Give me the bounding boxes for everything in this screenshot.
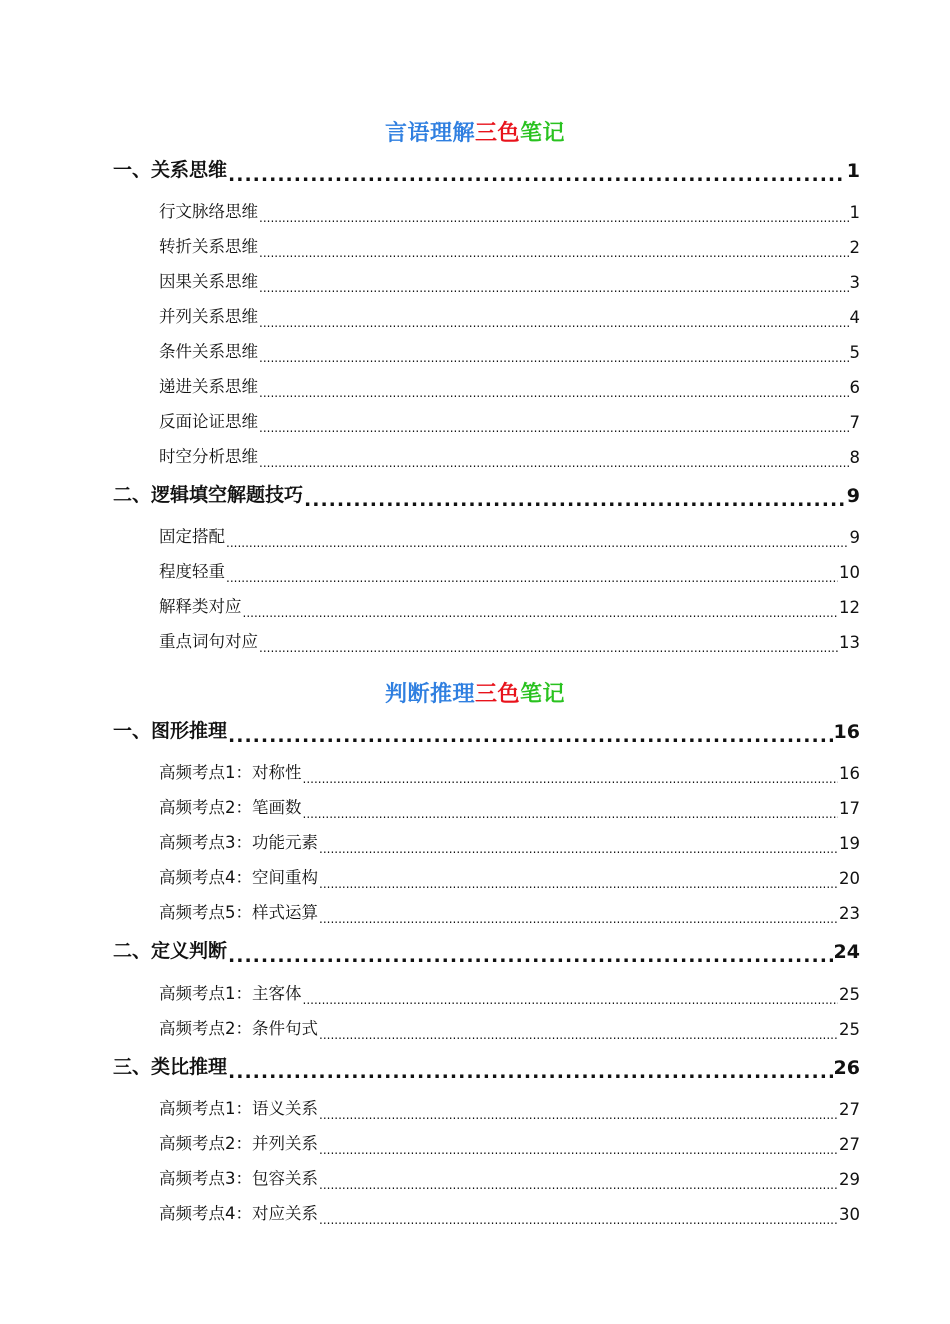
title-part-blue: 言语理解: [384, 121, 475, 146]
item-page: 17: [839, 799, 860, 818]
chapter-label: 三、类比推理: [113, 1056, 228, 1078]
toc-chapter[interactable]: [113, 156, 860, 182]
item-label: 高频考点1：对称性: [159, 763, 302, 782]
leader-dots: [259, 241, 849, 258]
item-page: 20: [839, 869, 860, 888]
title-part-blue: 判断推理: [384, 682, 475, 707]
leader-dots: [304, 488, 846, 507]
toc-chapter[interactable]: [113, 717, 860, 743]
leader-dots: [303, 802, 839, 819]
item-page: 29: [839, 1170, 860, 1189]
title-part-red: 三色: [474, 682, 520, 707]
toc-item[interactable]: [159, 980, 860, 1004]
item-page: 27: [839, 1100, 860, 1119]
title-part-green: 笔记: [520, 121, 566, 146]
leader-dots: [228, 163, 846, 182]
item-page: 9: [849, 528, 860, 547]
toc-item[interactable]: [159, 829, 860, 853]
toc-item[interactable]: [159, 338, 860, 362]
toc-item[interactable]: [159, 1200, 860, 1224]
leader-dots: [319, 1208, 838, 1225]
title-part-red: 三色: [474, 121, 520, 146]
leader-dots: [319, 1173, 838, 1190]
item-label: 高频考点2：并列关系: [159, 1134, 318, 1153]
item-page: 19: [839, 834, 860, 853]
toc-item[interactable]: [159, 443, 860, 467]
toc-item[interactable]: [159, 1130, 860, 1154]
leader-dots: [259, 636, 838, 653]
chapter-page: 26: [833, 1057, 860, 1079]
chapter-page: 16: [833, 721, 860, 743]
title-part-green: 笔记: [520, 682, 566, 707]
leader-dots: [259, 206, 849, 223]
leader-dots: [259, 311, 849, 328]
item-page: 8: [849, 448, 860, 467]
item-label: 程度轻重: [159, 562, 225, 581]
leader-dots: [319, 1138, 838, 1155]
item-label: 时空分析思维: [159, 447, 258, 466]
toc-item[interactable]: [159, 233, 860, 257]
item-page: 27: [839, 1135, 860, 1154]
item-page: 23: [839, 904, 860, 923]
leader-dots: [226, 531, 849, 548]
chapter-label: 二、定义判断: [113, 940, 228, 962]
leader-dots: [226, 566, 838, 583]
item-page: 4: [849, 308, 860, 327]
item-page: 6: [849, 378, 860, 397]
toc-item[interactable]: [159, 523, 860, 547]
leader-dots: [319, 1103, 838, 1120]
leader-dots: [319, 907, 838, 924]
toc-item[interactable]: [159, 628, 860, 652]
leader-dots: [259, 416, 849, 433]
toc-chapter[interactable]: [113, 1053, 860, 1079]
item-label: 高频考点1：主客体: [159, 984, 302, 1003]
item-label: 递进关系思维: [159, 377, 258, 396]
item-page: 16: [839, 764, 860, 783]
item-label: 行文脉络思维: [159, 202, 258, 221]
item-label: 并列关系思维: [159, 307, 258, 326]
item-label: 因果关系思维: [159, 272, 258, 291]
item-page: 1: [849, 203, 860, 222]
item-label: 高频考点5：样式运算: [159, 903, 318, 922]
item-label: 高频考点1：语义关系: [159, 1099, 318, 1118]
leader-dots: [303, 767, 839, 784]
item-page: 10: [839, 563, 860, 582]
item-label: 高频考点2：条件句式: [159, 1019, 318, 1038]
leader-dots: [228, 1060, 833, 1079]
chapter-label: 一、关系思维: [113, 159, 228, 181]
toc-chapter[interactable]: [113, 481, 860, 507]
toc-item[interactable]: [159, 558, 860, 582]
item-page: 3: [849, 273, 860, 292]
item-page: 25: [839, 985, 860, 1004]
toc-item[interactable]: [159, 1095, 860, 1119]
leader-dots: [259, 346, 849, 363]
chapter-page: 24: [833, 941, 860, 963]
item-page: 2: [849, 238, 860, 257]
item-label: 高频考点2：笔画数: [159, 798, 302, 817]
toc-item[interactable]: [159, 899, 860, 923]
section-title-verbal: [0, 116, 950, 147]
item-page: 7: [849, 413, 860, 432]
item-label: 高频考点3：功能元素: [159, 833, 318, 852]
item-label: 高频考点3：包容关系: [159, 1169, 318, 1188]
item-label: 转折关系思维: [159, 237, 258, 256]
chapter-page: 1: [846, 160, 860, 182]
chapter-label: 二、逻辑填空解题技巧: [113, 484, 304, 506]
item-label: 重点词句对应: [159, 632, 258, 651]
toc-item[interactable]: [159, 593, 860, 617]
toc-item[interactable]: [159, 759, 860, 783]
item-label: 固定搭配: [159, 527, 225, 546]
item-page: 5: [849, 343, 860, 362]
toc-item[interactable]: [159, 373, 860, 397]
toc-item[interactable]: [159, 864, 860, 888]
item-page: 13: [839, 633, 860, 652]
leader-dots: [303, 988, 839, 1005]
toc-chapter[interactable]: [113, 937, 860, 963]
leader-dots: [228, 724, 833, 743]
toc-item[interactable]: [159, 408, 860, 432]
leader-dots: [259, 276, 849, 293]
item-page: 25: [839, 1020, 860, 1039]
item-page: 30: [839, 1205, 860, 1224]
toc-item[interactable]: [159, 268, 860, 292]
leader-dots: [228, 944, 833, 963]
toc-item[interactable]: [159, 198, 860, 222]
toc-item[interactable]: [159, 303, 860, 327]
item-label: 反面论证思维: [159, 412, 258, 431]
leader-dots: [319, 872, 838, 889]
toc-item[interactable]: [159, 1165, 860, 1189]
leader-dots: [259, 381, 849, 398]
leader-dots: [319, 837, 838, 854]
section-title-reasoning: [0, 677, 950, 708]
chapter-label: 一、图形推理: [113, 720, 228, 742]
leader-dots: [243, 601, 839, 618]
leader-dots: [259, 451, 849, 468]
item-page: 12: [839, 598, 860, 617]
item-label: 高频考点4：空间重构: [159, 868, 318, 887]
toc-item[interactable]: [159, 794, 860, 818]
toc-item[interactable]: [159, 1015, 860, 1039]
leader-dots: [319, 1023, 838, 1040]
chapter-page: 9: [846, 485, 860, 507]
item-label: 解释类对应: [159, 597, 242, 616]
item-label: 高频考点4：对应关系: [159, 1204, 318, 1223]
item-label: 条件关系思维: [159, 342, 258, 361]
